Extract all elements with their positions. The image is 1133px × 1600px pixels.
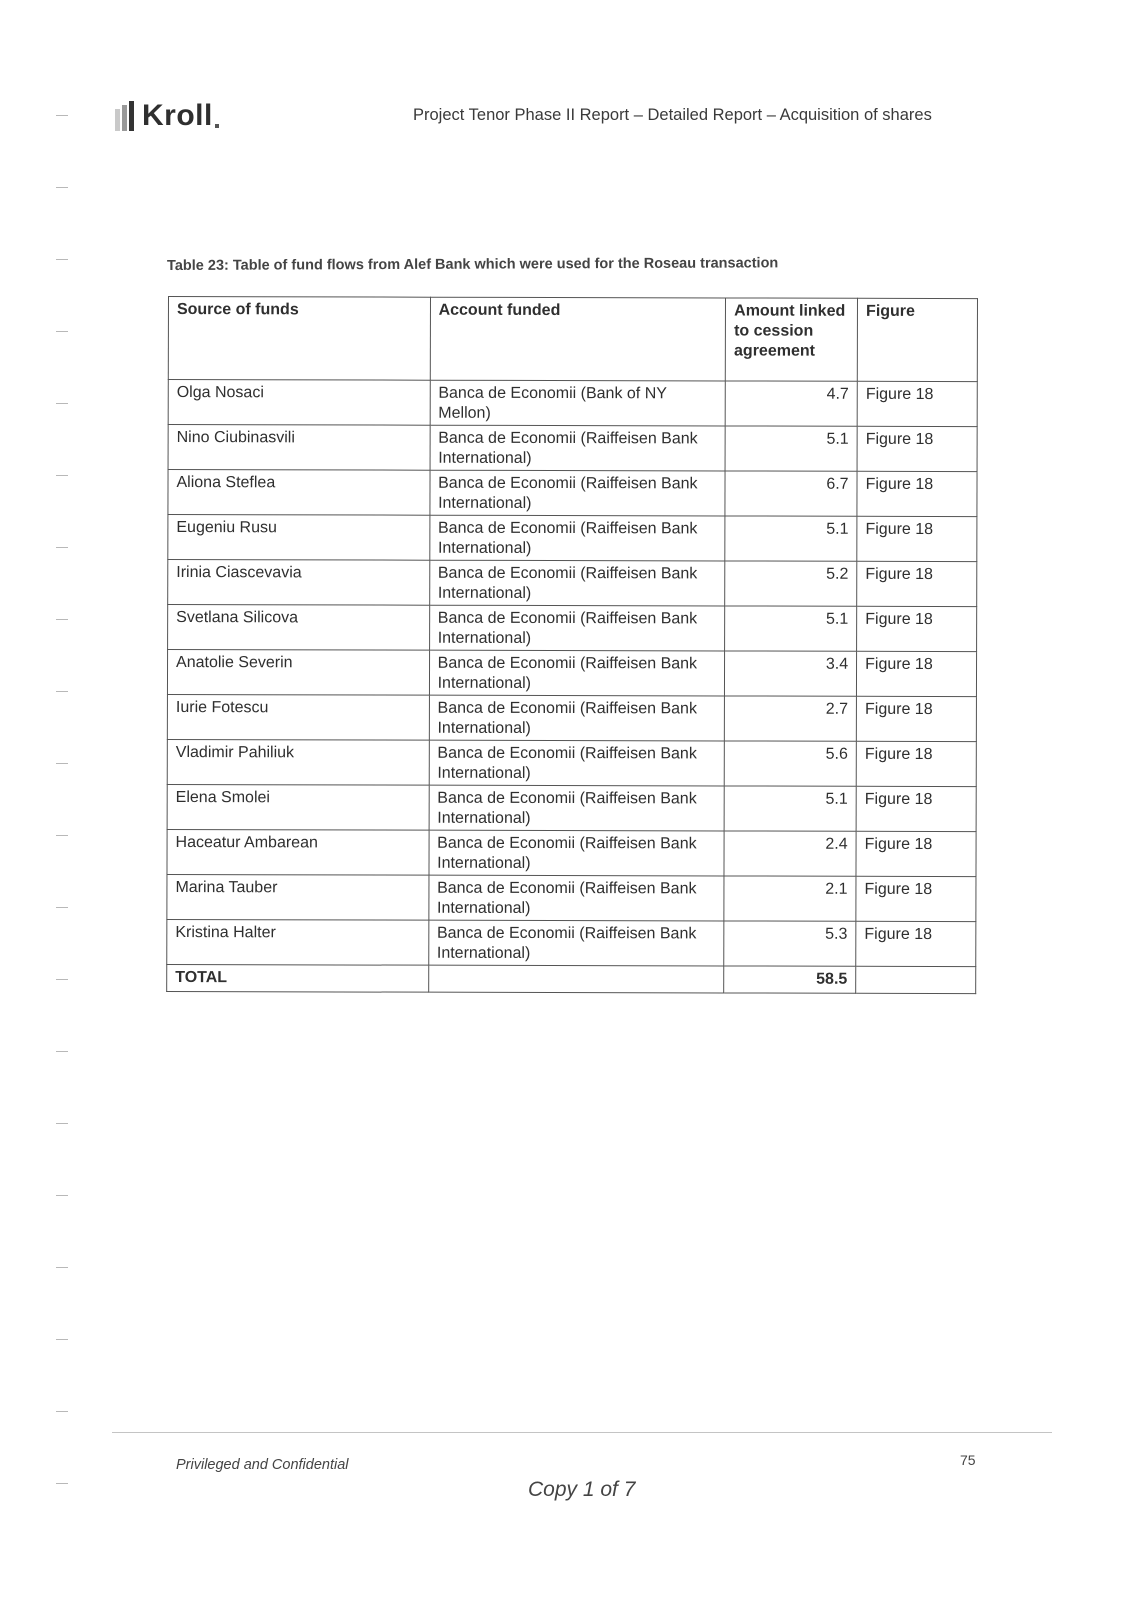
table-caption: Table 23: Table of fund flows from Alef Bank which were used for the Roseau transaction [167, 255, 779, 274]
source-cell: Svetlana Silicova [168, 605, 430, 651]
binding-mark [56, 115, 68, 116]
figure-cell: Figure 18 [857, 471, 977, 516]
kroll-logo-bars-icon [115, 101, 136, 131]
column-header: Account funded [430, 297, 726, 381]
source-cell: Iurie Fotescu [167, 694, 429, 740]
account-cell: Banca de Economii (Raiffeisen Bank International) [429, 785, 725, 831]
amount-cell: 5.3 [724, 921, 856, 966]
account-cell: Banca de Economii (Raiffeisen Bank International) [429, 515, 725, 561]
amount-cell: 5.2 [725, 561, 857, 606]
binding-mark [56, 907, 68, 908]
amount-cell: 4.7 [725, 381, 857, 426]
source-cell: Anatolie Severin [167, 650, 429, 696]
account-cell: Banca de Economii (Bank of NY Mellon) [430, 380, 726, 426]
account-cell: Banca de Economii (Raiffeisen Bank International) [429, 830, 725, 876]
source-cell: Vladimir Pahiliuk [167, 739, 429, 785]
table-row [167, 874, 976, 921]
amount-cell: 5.1 [724, 786, 856, 831]
figure-cell: Figure 18 [857, 426, 977, 471]
page-number: 75 [960, 1452, 976, 1468]
binding-mark [56, 1267, 68, 1268]
binding-mark [56, 1339, 68, 1340]
account-cell: Banca de Economii (Raiffeisen Bank International) [429, 560, 725, 606]
figure-cell: Figure 18 [856, 876, 976, 921]
account-cell: Banca de Economii (Raiffeisen Bank International) [430, 425, 726, 471]
report-header-title: Project Tenor Phase II Report – Detailed Report – Acquisition of shares [413, 106, 932, 124]
account-cell: Banca de Economii (Raiffeisen Bank International) [428, 920, 724, 966]
account-cell: Banca de Economii (Raiffeisen Bank International) [429, 740, 725, 786]
binding-mark [56, 1195, 68, 1196]
amount-cell: 2.7 [725, 696, 857, 741]
account-cell: Banca de Economii (Raiffeisen Bank International) [429, 695, 725, 741]
source-cell: Marina Tauber [167, 874, 429, 920]
footer-divider [112, 1432, 1052, 1433]
table-row [167, 650, 976, 697]
table-row [167, 694, 976, 741]
total-figure-cell [856, 966, 976, 993]
binding-mark [56, 1051, 68, 1052]
total-account-cell [428, 965, 724, 993]
confidentiality-notice: Privileged and Confidential [176, 1457, 349, 1473]
source-cell: Elena Smolei [167, 784, 429, 830]
source-cell: Aliona Steflea [168, 470, 430, 516]
binding-mark [56, 475, 68, 476]
binding-mark [56, 1123, 68, 1124]
figure-cell: Figure 18 [857, 606, 977, 651]
binding-mark [56, 1483, 68, 1484]
column-header: Source of funds [168, 297, 430, 381]
amount-cell: 5.1 [725, 516, 857, 561]
figure-cell: Figure 18 [857, 381, 977, 426]
figure-cell: Figure 18 [857, 651, 977, 696]
source-cell: Eugeniu Rusu [168, 515, 430, 561]
amount-cell: 5.1 [725, 426, 857, 471]
source-cell: Kristina Halter [167, 919, 429, 965]
source-cell: Olga Nosaci [168, 380, 430, 426]
source-cell: Nino Ciubinasvili [168, 425, 430, 471]
amount-cell: 5.1 [725, 606, 857, 651]
table-row [167, 919, 976, 966]
figure-cell: Figure 18 [856, 831, 976, 876]
table-row [167, 784, 976, 831]
account-cell: Banca de Economii (Raiffeisen Bank International) [428, 875, 724, 921]
account-cell: Banca de Economii (Raiffeisen Bank International) [429, 650, 725, 696]
logo-text: Kroll [142, 99, 213, 132]
binding-mark [56, 1411, 68, 1412]
table-row [168, 515, 977, 562]
table-row [168, 470, 977, 517]
amount-cell: 2.1 [724, 876, 856, 921]
figure-cell: Figure 18 [856, 921, 976, 966]
binding-mark [56, 619, 68, 620]
logo-dot-icon [215, 124, 219, 128]
binding-mark [56, 691, 68, 692]
table-body [167, 380, 978, 994]
source-cell: Haceatur Ambarean [167, 829, 429, 875]
binding-mark [56, 763, 68, 764]
binding-mark [56, 259, 68, 260]
column-header: Figure [857, 298, 977, 381]
binding-mark [56, 547, 68, 548]
copy-stamp: Copy 1 of 7 [528, 1478, 636, 1501]
figure-cell: Figure 18 [857, 561, 977, 606]
amount-cell: 6.7 [725, 471, 857, 516]
column-header: Amount linked to cession agreement [725, 298, 857, 381]
figure-cell: Figure 18 [856, 741, 976, 786]
figure-cell: Figure 18 [856, 786, 976, 831]
binding-mark [56, 403, 68, 404]
table-row [168, 560, 977, 607]
amount-cell: 5.6 [724, 741, 856, 786]
account-cell: Banca de Economii (Raiffeisen Bank International) [429, 605, 725, 651]
binding-mark [56, 331, 68, 332]
table-row [168, 425, 977, 472]
total-amount: 58.5 [724, 966, 856, 993]
table-row [168, 380, 977, 427]
binding-mark [56, 835, 68, 836]
figure-cell: Figure 18 [857, 516, 977, 561]
source-cell: Irinia Ciascevavia [168, 560, 430, 606]
table-row [167, 739, 976, 786]
total-row [167, 964, 976, 993]
figure-cell: Figure 18 [856, 696, 976, 741]
table-row [167, 829, 976, 876]
kroll-logo [115, 98, 219, 134]
table-header-row [168, 297, 977, 382]
binding-mark [56, 979, 68, 980]
amount-cell: 3.4 [725, 651, 857, 696]
total-label: TOTAL [167, 964, 429, 992]
binding-mark [56, 187, 68, 188]
fund-flows-table [166, 296, 978, 994]
account-cell: Banca de Economii (Raiffeisen Bank International) [430, 470, 726, 516]
amount-cell: 2.4 [724, 831, 856, 876]
table-row [168, 605, 977, 652]
